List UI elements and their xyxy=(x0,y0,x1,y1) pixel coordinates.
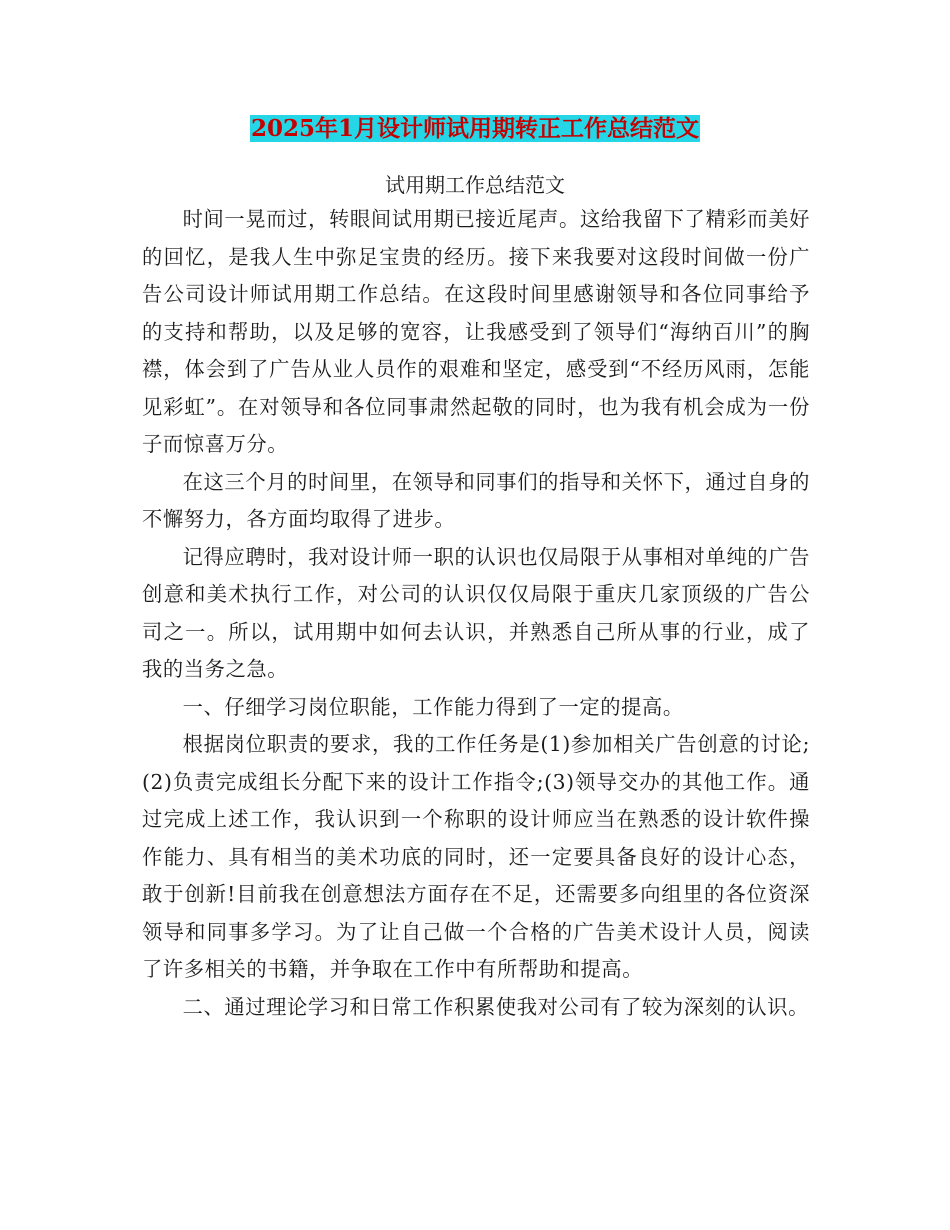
document-body xyxy=(142,201,810,1026)
paragraph-intro: 时间一晃而过，转眼间试用期已接近尾声。这给我留下了精彩而美好的回忆，是我人生中弥足宝贵的经历。接下来我要对这段时间做一份广告公司设计师试用期工作总结。在这段时间里感谢领导和各位同事给予的支持和帮助，以及足够的宽容，让我感受到了领导们“海纳百川”的胸襟，体会到了广告从业人员作的艰难和坚定，感受到“不经历风雨，怎能见彩虹”。在对领导和各位同事肃然起敬的同时，也为我有机会成为一份子而惊喜万分。 xyxy=(142,207,810,456)
paragraph-progress: 在这三个月的时间里，在领导和同事们的指导和关怀下，通过自身的不懈努力，各方面均取得了进步。 xyxy=(142,469,810,531)
section-heading-2: 二、通过理论学习和日常工作积累使我对公司有了较为深刻的认识。 xyxy=(182,994,810,1019)
document-subtitle: 试用期工作总结范文 xyxy=(385,173,565,197)
document-title xyxy=(0,112,950,146)
paragraph-recruitment: 记得应聘时，我对设计师一职的认识也仅局限于从事相对单纯的广告创意和美术执行工作，对公司的认识仅仅局限于重庆几家顶级的广告公司之一。所以，试用期中如何去认识，并熟悉自己所从事的行业，成了我的当务之急。 xyxy=(142,544,810,681)
document-title-highlight: 2025年1月设计师试用期转正工作总结范文 xyxy=(250,115,700,142)
paragraph-duties: 根据岗位职责的要求，我的工作任务是(1)参加相关广告创意的讨论;(2)负责完成组长分配下来的设计工作指令;(3)领导交办的其他工作。通过完成上述工作，我认识到一个称职的设计师应当在熟悉的设计软件操作能力、具有相当的美术功底的同时，还一定要具备良好的设计心态，敢于创新!目前我在创意想法方面存在不足，还需要多向组里的各位资深领导和同事多学习。为了让自己做一个合格的广告美术设计人员，阅读了许多相关的书籍，并争取在工作中有所帮助和提高。 xyxy=(142,732,810,981)
section-heading-1: 一、仔细学习岗位职能，工作能力得到了一定的提高。 xyxy=(182,694,684,719)
